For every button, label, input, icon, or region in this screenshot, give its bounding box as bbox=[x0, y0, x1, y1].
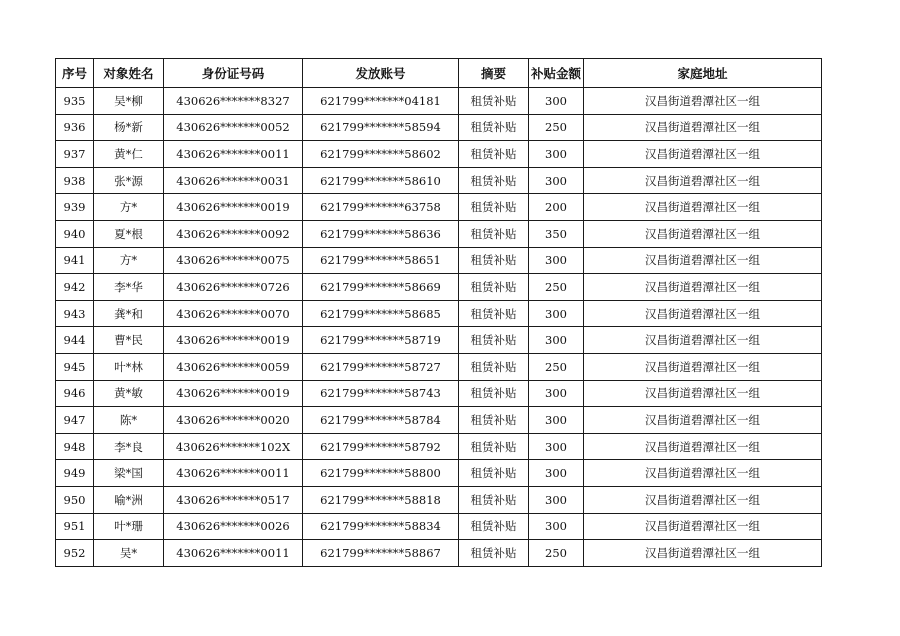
amount-cell: 250 bbox=[529, 274, 584, 301]
table-row bbox=[56, 540, 822, 567]
address-cell: 汉昌街道碧潭社区一组 bbox=[584, 300, 822, 327]
address-cell: 汉昌街道碧潭社区一组 bbox=[584, 380, 822, 407]
col-header-summary: 摘要 bbox=[459, 59, 529, 88]
summary-cell: 租赁补贴 bbox=[459, 327, 529, 354]
amount-cell: 350 bbox=[529, 220, 584, 247]
account-cell: 621799*******58792 bbox=[303, 433, 459, 460]
amount-cell: 300 bbox=[529, 300, 584, 327]
seq-cell: 942 bbox=[56, 274, 94, 301]
summary-cell: 租赁补贴 bbox=[459, 274, 529, 301]
account-cell: 621799*******58610 bbox=[303, 167, 459, 194]
account-cell: 621799*******58800 bbox=[303, 460, 459, 487]
seq-cell: 944 bbox=[56, 327, 94, 354]
summary-cell: 租赁补贴 bbox=[459, 433, 529, 460]
account-cell: 621799*******58784 bbox=[303, 407, 459, 434]
id-number-cell: 430626*******0075 bbox=[164, 247, 303, 274]
account-cell: 621799*******58685 bbox=[303, 300, 459, 327]
col-header-amount: 补贴金额 bbox=[529, 59, 584, 88]
account-cell: 621799*******58669 bbox=[303, 274, 459, 301]
id-number-cell: 430626*******0019 bbox=[164, 327, 303, 354]
summary-cell: 租赁补贴 bbox=[459, 141, 529, 168]
summary-cell: 租赁补贴 bbox=[459, 407, 529, 434]
account-cell: 621799*******58636 bbox=[303, 220, 459, 247]
name-cell: 叶*林 bbox=[94, 353, 164, 380]
name-cell: 张*源 bbox=[94, 167, 164, 194]
seq-cell: 940 bbox=[56, 220, 94, 247]
address-cell: 汉昌街道碧潭社区一组 bbox=[584, 327, 822, 354]
address-cell: 汉昌街道碧潭社区一组 bbox=[584, 353, 822, 380]
account-cell: 621799*******58719 bbox=[303, 327, 459, 354]
address-cell: 汉昌街道碧潭社区一组 bbox=[584, 194, 822, 221]
amount-cell: 300 bbox=[529, 380, 584, 407]
name-cell: 黄*敏 bbox=[94, 380, 164, 407]
seq-cell: 936 bbox=[56, 114, 94, 141]
name-cell: 吴* bbox=[94, 540, 164, 567]
account-cell: 621799*******58867 bbox=[303, 540, 459, 567]
amount-cell: 300 bbox=[529, 433, 584, 460]
address-cell: 汉昌街道碧潭社区一组 bbox=[584, 88, 822, 115]
table-row bbox=[56, 486, 822, 513]
address-cell: 汉昌街道碧潭社区一组 bbox=[584, 486, 822, 513]
id-number-cell: 430626*******0059 bbox=[164, 353, 303, 380]
seq-cell: 946 bbox=[56, 380, 94, 407]
name-cell: 梁*国 bbox=[94, 460, 164, 487]
col-header-name: 对象姓名 bbox=[94, 59, 164, 88]
account-cell: 621799*******58594 bbox=[303, 114, 459, 141]
id-number-cell: 430626*******0011 bbox=[164, 141, 303, 168]
name-cell: 杨*新 bbox=[94, 114, 164, 141]
name-cell: 方* bbox=[94, 194, 164, 221]
seq-cell: 948 bbox=[56, 433, 94, 460]
table-row bbox=[56, 274, 822, 301]
id-number-cell: 430626*******0011 bbox=[164, 460, 303, 487]
table-row bbox=[56, 220, 822, 247]
id-number-cell: 430626*******0726 bbox=[164, 274, 303, 301]
address-cell: 汉昌街道碧潭社区一组 bbox=[584, 247, 822, 274]
amount-cell: 300 bbox=[529, 247, 584, 274]
seq-cell: 943 bbox=[56, 300, 94, 327]
name-cell: 曹*民 bbox=[94, 327, 164, 354]
account-cell: 621799*******58727 bbox=[303, 353, 459, 380]
col-header-seq: 序号 bbox=[56, 59, 94, 88]
name-cell: 龚*和 bbox=[94, 300, 164, 327]
seq-cell: 949 bbox=[56, 460, 94, 487]
account-cell: 621799*******58818 bbox=[303, 486, 459, 513]
table-row bbox=[56, 407, 822, 434]
summary-cell: 租赁补贴 bbox=[459, 88, 529, 115]
table-row bbox=[56, 247, 822, 274]
id-number-cell: 430626*******0019 bbox=[164, 194, 303, 221]
table-row bbox=[56, 141, 822, 168]
account-cell: 621799*******04181 bbox=[303, 88, 459, 115]
header-row bbox=[56, 59, 822, 88]
summary-cell: 租赁补贴 bbox=[459, 486, 529, 513]
id-number-cell: 430626*******0026 bbox=[164, 513, 303, 540]
table-row bbox=[56, 460, 822, 487]
table-row bbox=[56, 353, 822, 380]
table-row bbox=[56, 114, 822, 141]
name-cell: 方* bbox=[94, 247, 164, 274]
seq-cell: 937 bbox=[56, 141, 94, 168]
table-body bbox=[56, 88, 822, 567]
summary-cell: 租赁补贴 bbox=[459, 513, 529, 540]
name-cell: 吴*柳 bbox=[94, 88, 164, 115]
summary-cell: 租赁补贴 bbox=[459, 460, 529, 487]
summary-cell: 租赁补贴 bbox=[459, 247, 529, 274]
account-cell: 621799*******58651 bbox=[303, 247, 459, 274]
summary-cell: 租赁补贴 bbox=[459, 380, 529, 407]
summary-cell: 租赁补贴 bbox=[459, 353, 529, 380]
id-number-cell: 430626*******8327 bbox=[164, 88, 303, 115]
amount-cell: 300 bbox=[529, 460, 584, 487]
address-cell: 汉昌街道碧潭社区一组 bbox=[584, 460, 822, 487]
id-number-cell: 430626*******0092 bbox=[164, 220, 303, 247]
name-cell: 陈* bbox=[94, 407, 164, 434]
amount-cell: 250 bbox=[529, 114, 584, 141]
name-cell: 喻*洲 bbox=[94, 486, 164, 513]
id-number-cell: 430626*******0020 bbox=[164, 407, 303, 434]
id-number-cell: 430626*******0517 bbox=[164, 486, 303, 513]
summary-cell: 租赁补贴 bbox=[459, 167, 529, 194]
summary-cell: 租赁补贴 bbox=[459, 220, 529, 247]
name-cell: 叶*珊 bbox=[94, 513, 164, 540]
table-row bbox=[56, 380, 822, 407]
summary-cell: 租赁补贴 bbox=[459, 300, 529, 327]
name-cell: 李*华 bbox=[94, 274, 164, 301]
name-cell: 夏*根 bbox=[94, 220, 164, 247]
address-cell: 汉昌街道碧潭社区一组 bbox=[584, 513, 822, 540]
address-cell: 汉昌街道碧潭社区一组 bbox=[584, 407, 822, 434]
id-number-cell: 430626*******102X bbox=[164, 433, 303, 460]
name-cell: 黄*仁 bbox=[94, 141, 164, 168]
id-number-cell: 430626*******0011 bbox=[164, 540, 303, 567]
table-row bbox=[56, 88, 822, 115]
amount-cell: 250 bbox=[529, 353, 584, 380]
seq-cell: 935 bbox=[56, 88, 94, 115]
table-row bbox=[56, 433, 822, 460]
seq-cell: 951 bbox=[56, 513, 94, 540]
seq-cell: 941 bbox=[56, 247, 94, 274]
name-cell: 李*良 bbox=[94, 433, 164, 460]
address-cell: 汉昌街道碧潭社区一组 bbox=[584, 274, 822, 301]
seq-cell: 938 bbox=[56, 167, 94, 194]
address-cell: 汉昌街道碧潭社区一组 bbox=[584, 141, 822, 168]
summary-cell: 租赁补贴 bbox=[459, 540, 529, 567]
subsidy-table bbox=[55, 58, 822, 567]
amount-cell: 250 bbox=[529, 540, 584, 567]
account-cell: 621799*******58834 bbox=[303, 513, 459, 540]
table-row bbox=[56, 300, 822, 327]
address-cell: 汉昌街道碧潭社区一组 bbox=[584, 220, 822, 247]
table-row bbox=[56, 513, 822, 540]
amount-cell: 300 bbox=[529, 513, 584, 540]
account-cell: 621799*******58602 bbox=[303, 141, 459, 168]
seq-cell: 947 bbox=[56, 407, 94, 434]
id-number-cell: 430626*******0019 bbox=[164, 380, 303, 407]
table-row bbox=[56, 327, 822, 354]
table-row bbox=[56, 167, 822, 194]
amount-cell: 300 bbox=[529, 486, 584, 513]
amount-cell: 300 bbox=[529, 327, 584, 354]
amount-cell: 300 bbox=[529, 141, 584, 168]
amount-cell: 300 bbox=[529, 88, 584, 115]
col-header-address: 家庭地址 bbox=[584, 59, 822, 88]
summary-cell: 租赁补贴 bbox=[459, 114, 529, 141]
amount-cell: 300 bbox=[529, 407, 584, 434]
address-cell: 汉昌街道碧潭社区一组 bbox=[584, 114, 822, 141]
amount-cell: 200 bbox=[529, 194, 584, 221]
seq-cell: 952 bbox=[56, 540, 94, 567]
address-cell: 汉昌街道碧潭社区一组 bbox=[584, 433, 822, 460]
seq-cell: 950 bbox=[56, 486, 94, 513]
id-number-cell: 430626*******0070 bbox=[164, 300, 303, 327]
seq-cell: 939 bbox=[56, 194, 94, 221]
id-number-cell: 430626*******0052 bbox=[164, 114, 303, 141]
summary-cell: 租赁补贴 bbox=[459, 194, 529, 221]
col-header-id-number: 身份证号码 bbox=[164, 59, 303, 88]
id-number-cell: 430626*******0031 bbox=[164, 167, 303, 194]
table-row bbox=[56, 194, 822, 221]
seq-cell: 945 bbox=[56, 353, 94, 380]
table-header bbox=[56, 59, 822, 88]
address-cell: 汉昌街道碧潭社区一组 bbox=[584, 167, 822, 194]
address-cell: 汉昌街道碧潭社区一组 bbox=[584, 540, 822, 567]
amount-cell: 300 bbox=[529, 167, 584, 194]
account-cell: 621799*******58743 bbox=[303, 380, 459, 407]
account-cell: 621799*******63758 bbox=[303, 194, 459, 221]
col-header-account: 发放账号 bbox=[303, 59, 459, 88]
